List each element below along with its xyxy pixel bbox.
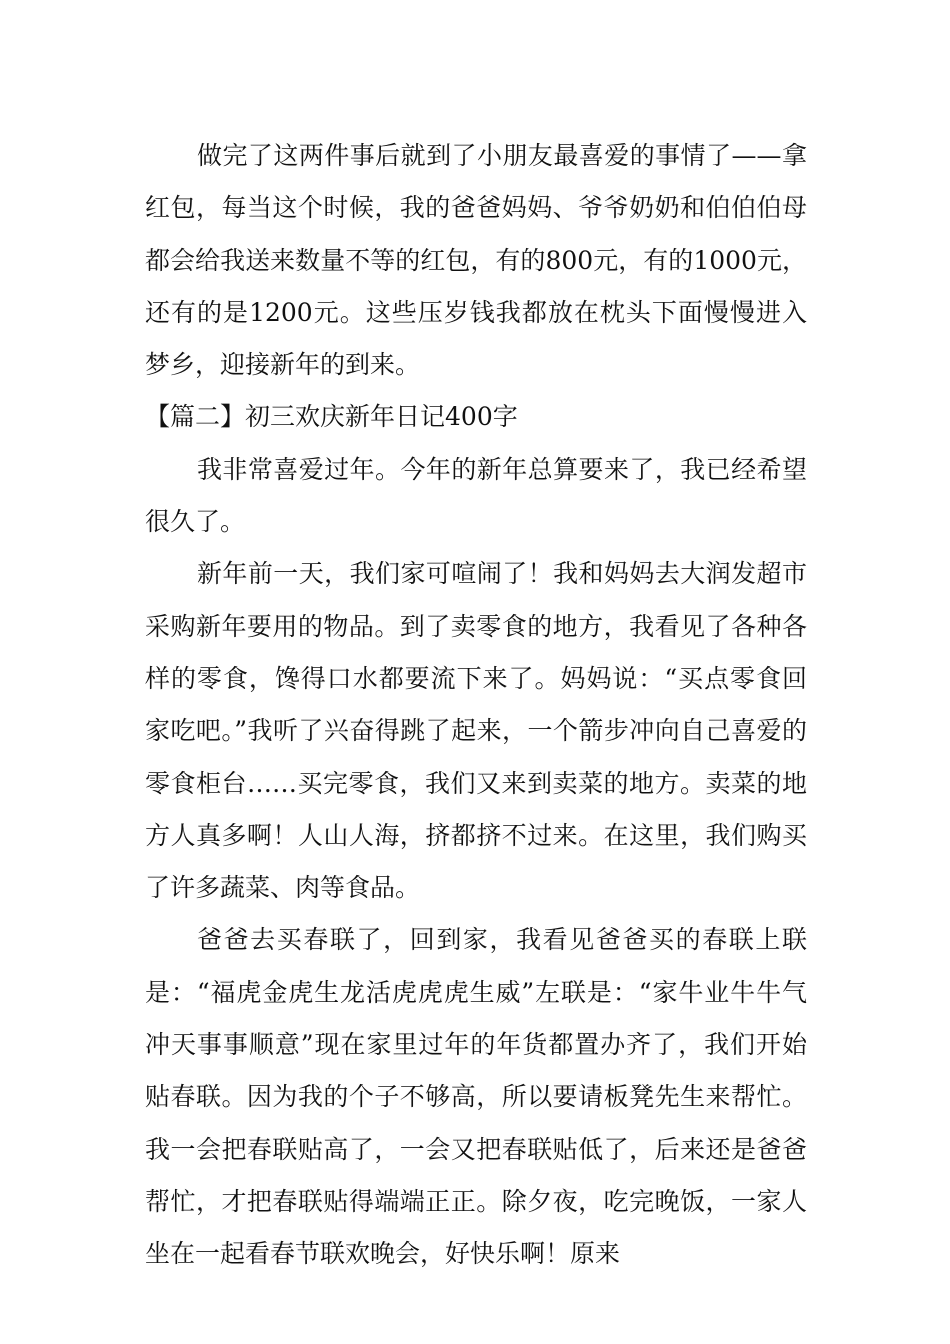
section-heading: 【篇二】初三欢庆新年日记400字 [145,402,518,432]
paragraph-shopping: 新年前一天，我们家可喧闹了！我和妈妈去大润发超市采购新年要用的物品。到了卖零食的地方，我看见了各种各样的零食，馋得口水都要流下来了。妈妈说：“买点零食回家吃吧。”我听了兴奋得跳了起来，一个箭步冲向自己喜爱的零食柜台……买完零食，我们又来到卖菜的地方。卖菜的地方人真多啊！人山人海，挤都挤不过来。在这里，我们购买了许多蔬菜、肉等食品。 [145,559,807,903]
paragraph-love-new-year: 我非常喜爱过年。今年的新年总算要来了，我已经希望很久了。 [145,454,807,537]
paragraph-spring-couplets: 爸爸去买春联了，回到家，我看见爸爸买的春联上联是：“福虎金虎生龙活虎虎虎生威”左联是：“家牛业牛牛气冲天事事顺意”现在家里过年的年货都置办齐了，我们开始贴春联。因为我的个子不够高，所以要请板凳先生来帮忙。我一会把春联贴高了，一会又把春联贴低了，后来还是爸爸帮忙，才把春联贴得端端正正。除夕夜，吃完晚饭，一家人坐在一起看春节联欢晚会，好快乐啊！原来 [145,925,807,1269]
document-body [145,130,807,1281]
paragraph-red-envelope: 做完了这两件事后就到了小朋友最喜爱的事情了——拿红包，每当这个时候，我的爸爸妈妈、爷爷奶奶和伯伯伯母都会给我送来数量不等的红包，有的800元，有的1000元，还有的是1200元。这些压岁钱我都放在枕头下面慢慢进入梦乡，迎接新年的到来。 [145,141,807,380]
